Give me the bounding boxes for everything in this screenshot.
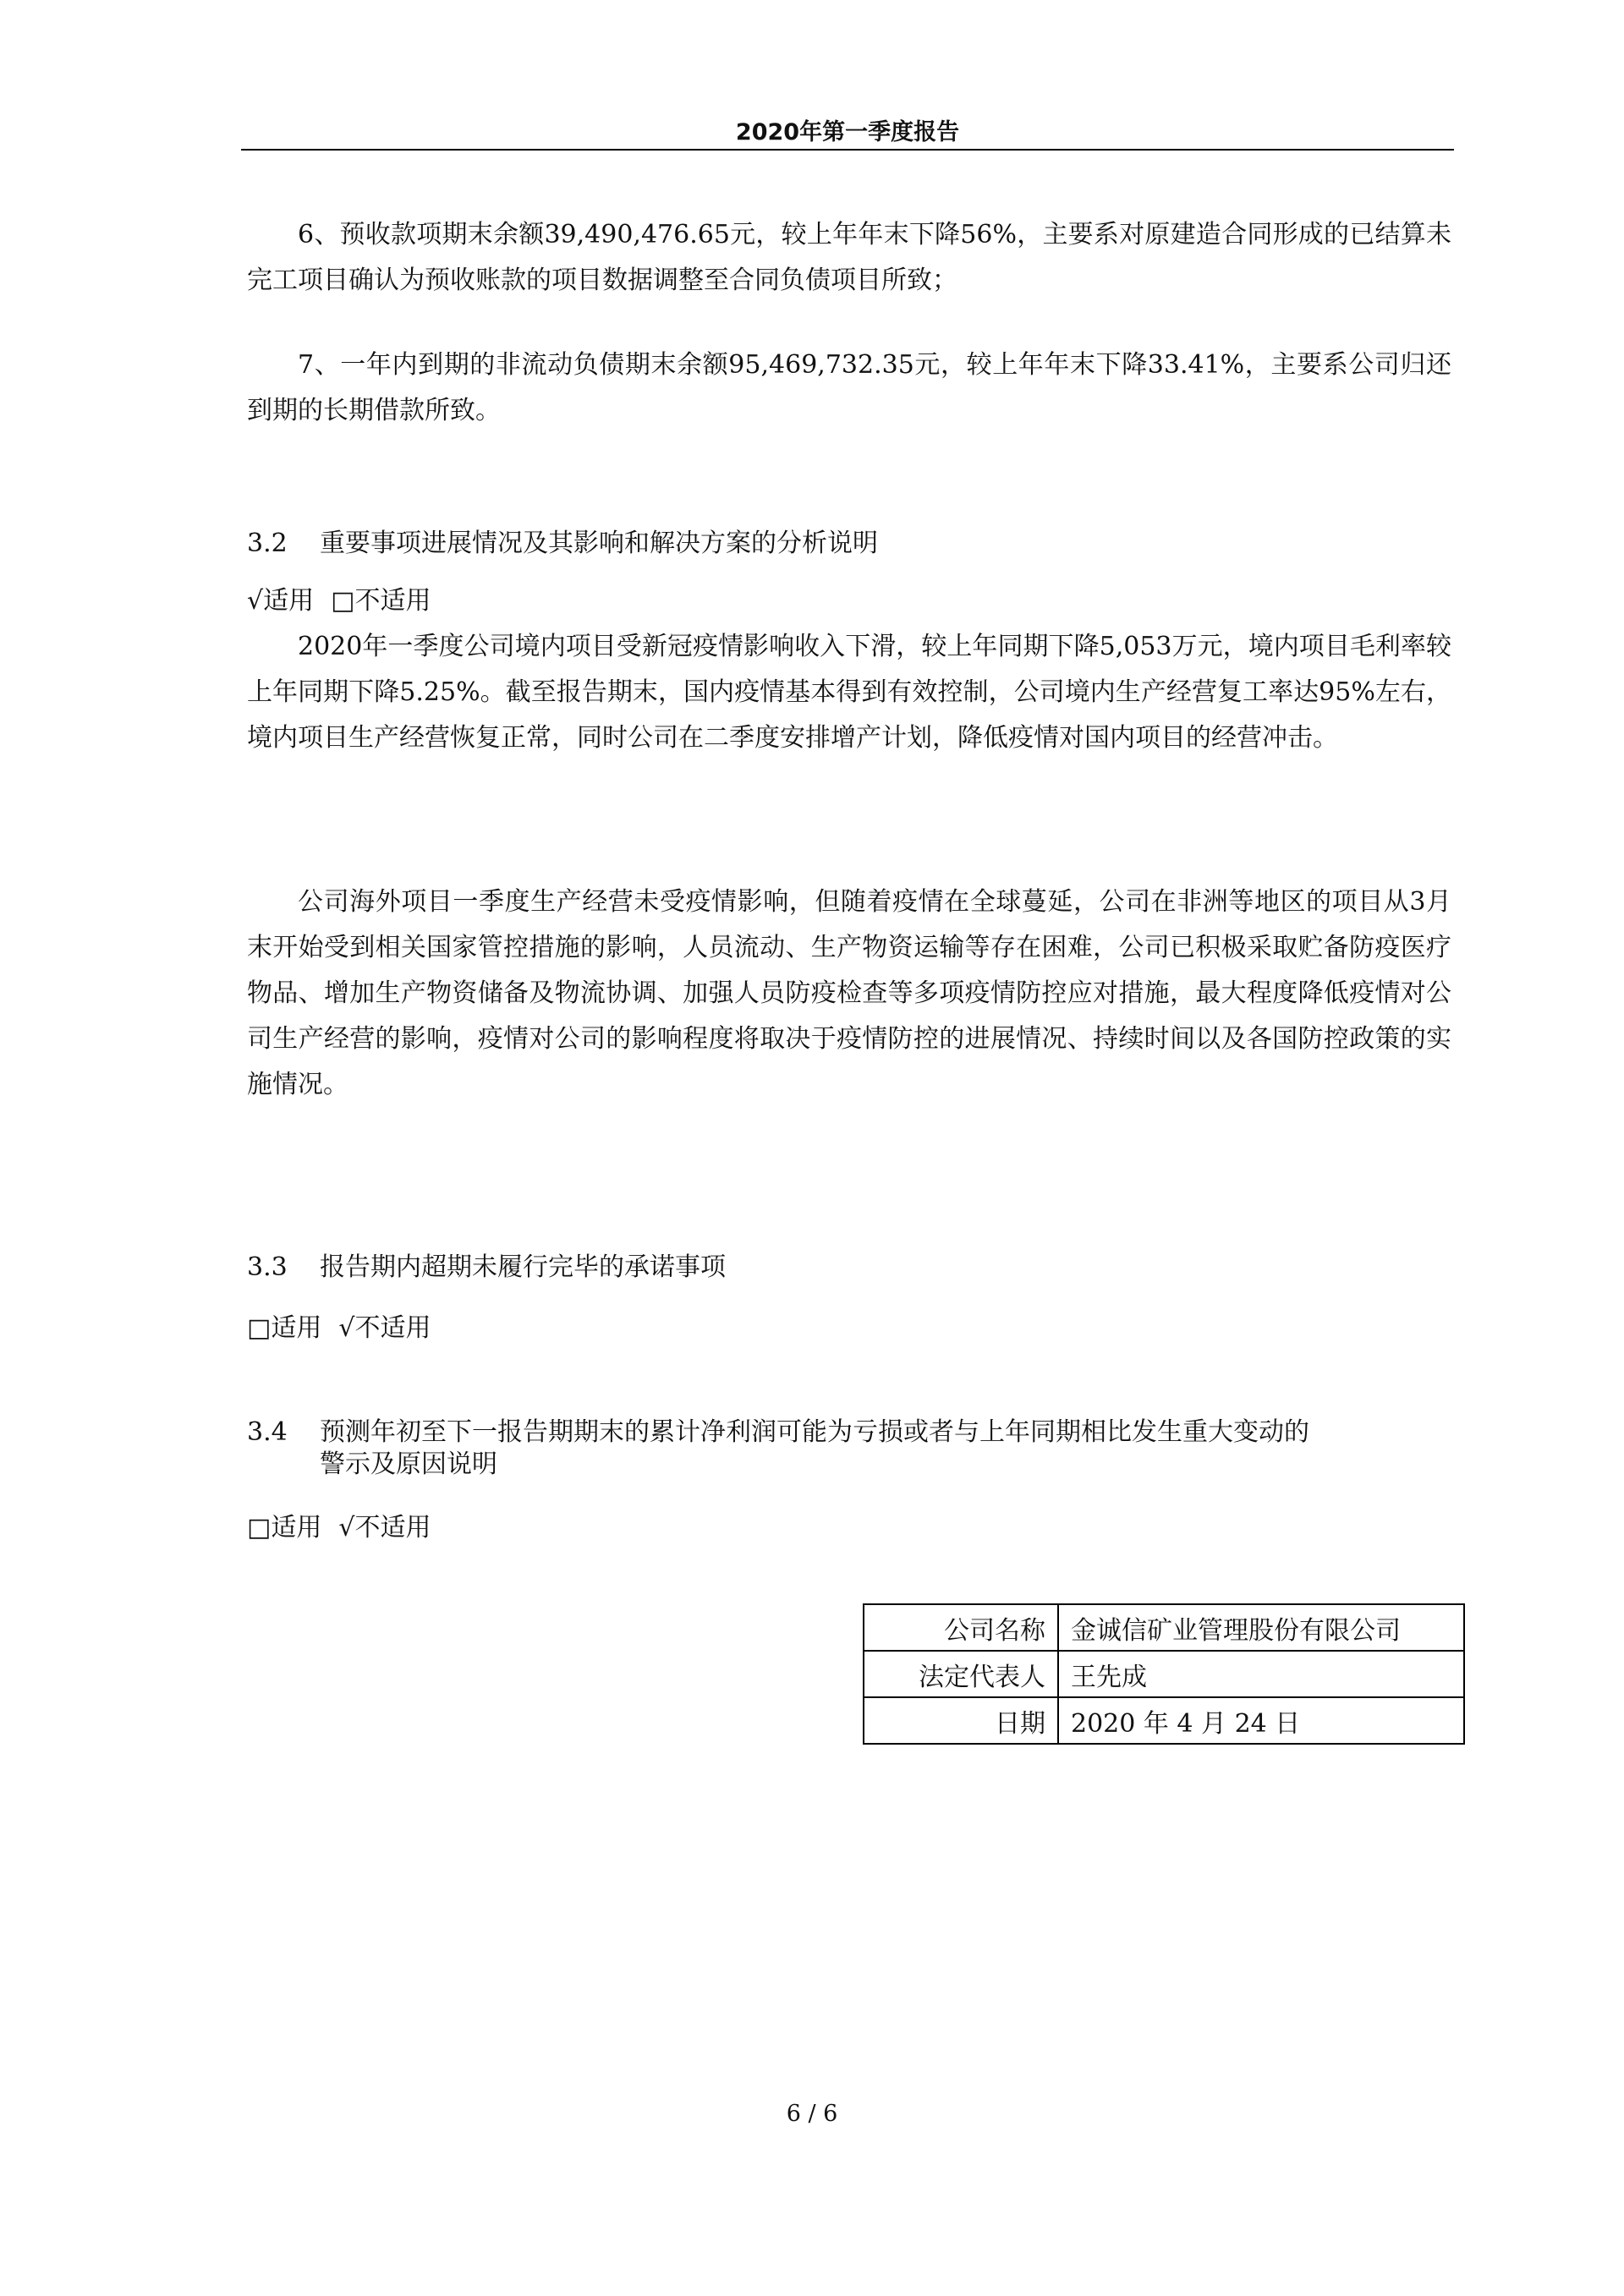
company-signature-table <box>863 1603 1465 1745</box>
section-3-3-options <box>247 1312 447 1345</box>
section-number: 3.4 <box>247 1417 288 1447</box>
company-name-label: 公司名称 <box>864 1604 1058 1651</box>
section-title-line-1: 预测年初至下一报告期期末的累计净利润可能为亏损或者与上年同期相比发生重大变动的 <box>320 1417 1309 1447</box>
table-row <box>864 1697 1464 1744</box>
section-3-3-heading <box>247 1252 726 1284</box>
date-value: 2020 年 4 月 24 日 <box>1058 1697 1464 1744</box>
table-row <box>864 1651 1464 1697</box>
section-title-line-2: 警示及原因说明 <box>320 1449 497 1479</box>
table-row <box>864 1604 1464 1651</box>
section-3-2-heading <box>247 528 878 560</box>
option-not-applicable: √不适用 <box>338 1313 431 1343</box>
header-divider <box>241 149 1454 151</box>
page-header-title: 2020年第一季度报告 <box>735 119 960 145</box>
company-name-value: 金诚信矿业管理股份有限公司 <box>1058 1604 1464 1651</box>
legal-representative-value: 王先成 <box>1058 1651 1464 1697</box>
section-3-4-heading <box>247 1417 1451 1481</box>
section-3-2-options <box>247 585 447 617</box>
date-label: 日期 <box>864 1697 1058 1744</box>
option-not-applicable: □不适用 <box>331 586 431 616</box>
paragraph-item-7: 7、一年内到期的非流动负债期末余额95,469,732.35元，较上年年末下降33.41%，主要系公司归还到期的长期借款所致。 <box>247 350 1451 425</box>
section-title: 报告期内超期未履行完毕的承诺事项 <box>320 1252 726 1282</box>
option-applicable: √适用 <box>247 586 315 616</box>
paragraph-item-6: 6、预收款项期末余额39,490,476.65元，较上年年末下降56%，主要系对原建造合同形成的已结算未完工项目确认为预收账款的项目数据调整至合同负债项目所致； <box>247 220 1451 295</box>
section-3-2-body-paragraph-2: 公司海外项目一季度生产经营未受疫情影响，但随着疫情在全球蔓延，公司在非洲等地区的项目从3月末开始受到相关国家管控措施的影响，人员流动、生产物资运输等存在困难，公司已积极采取贮备防疫医疗物品、增加生产物资储备及物流协调、加强人员防疫检查等多项疫情防控应对措施，最大程度降低疫情对公司生产经营的影响，疫情对公司的影响程度将取决于疫情防控的进展情况、持续时间以及各国防控政策的实施情况。 <box>247 887 1451 1099</box>
section-3-2-body-paragraph-1: 2020年一季度公司境内项目受新冠疫情影响收入下滑，较上年同期下降5,053万元，境内项目毛利率较上年同期下降5.25%。截至报告期末，国内疫情基本得到有效控制，公司境内生产经营复工率达95%左右，境内项目生产经营恢复正常，同时公司在二季度安排增产计划，降低疫情对国内项目的经营冲击。 <box>247 632 1451 753</box>
page-number: 6 / 6 <box>786 2101 838 2127</box>
option-applicable: □适用 <box>247 1513 322 1543</box>
section-number: 3.3 <box>247 1252 288 1282</box>
section-title: 重要事项进展情况及其影响和解决方案的分析说明 <box>320 529 878 558</box>
section-number: 3.2 <box>247 529 288 558</box>
option-not-applicable: √不适用 <box>338 1513 431 1543</box>
section-3-4-options <box>247 1512 447 1544</box>
option-applicable: □适用 <box>247 1313 322 1343</box>
legal-representative-label: 法定代表人 <box>864 1651 1058 1697</box>
